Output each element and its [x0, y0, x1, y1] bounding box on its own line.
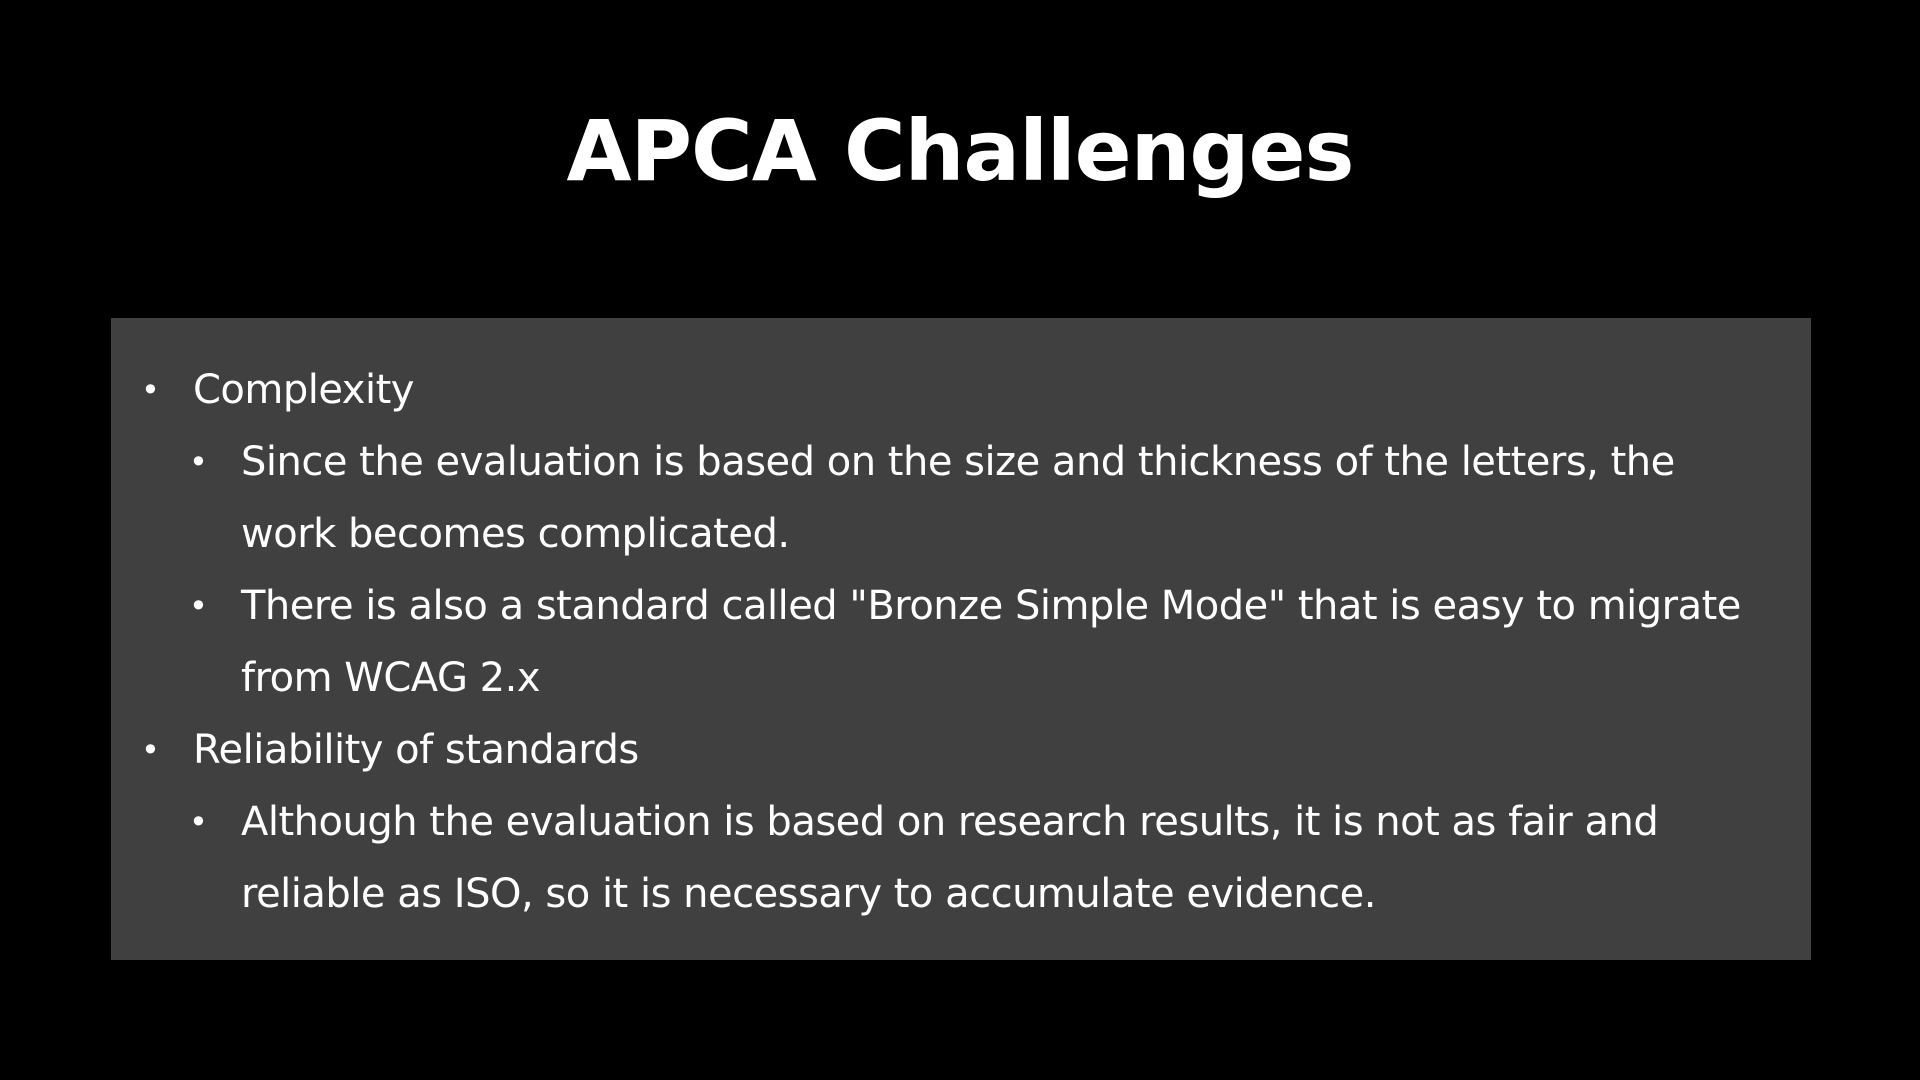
bullet-text: Although the evaluation is based on research results, it is not as fair and reliable as ISO, so it is necessary to accumulate evidence.: [241, 799, 1659, 917]
slide-title: APCA Challenges: [566, 102, 1354, 200]
bullet-list: [111, 354, 1811, 930]
sub-bullet-item-research-results: [111, 786, 1811, 930]
sub-bullet-item-bronze-mode: [111, 570, 1811, 714]
bullet-text: Complexity: [193, 367, 414, 413]
bullet-icon: •: [189, 443, 208, 481]
bullet-item-complexity: [111, 354, 1811, 426]
bullet-text: Since the evaluation is based on the size and thickness of the letters, the work becomes complicated.: [241, 439, 1675, 557]
bullet-icon: •: [189, 587, 208, 625]
content-panel: [111, 318, 1811, 960]
bullet-text: There is also a standard called "Bronze Simple Mode" that is easy to migrate from WCAG 2.x: [241, 583, 1741, 701]
bullet-icon: •: [141, 731, 160, 769]
bullet-icon: •: [141, 371, 160, 409]
sub-bullet-item-evaluation-size: [111, 426, 1811, 570]
bullet-item-reliability: [111, 714, 1811, 786]
bullet-text: Reliability of standards: [193, 727, 639, 773]
bullet-icon: •: [189, 803, 208, 841]
